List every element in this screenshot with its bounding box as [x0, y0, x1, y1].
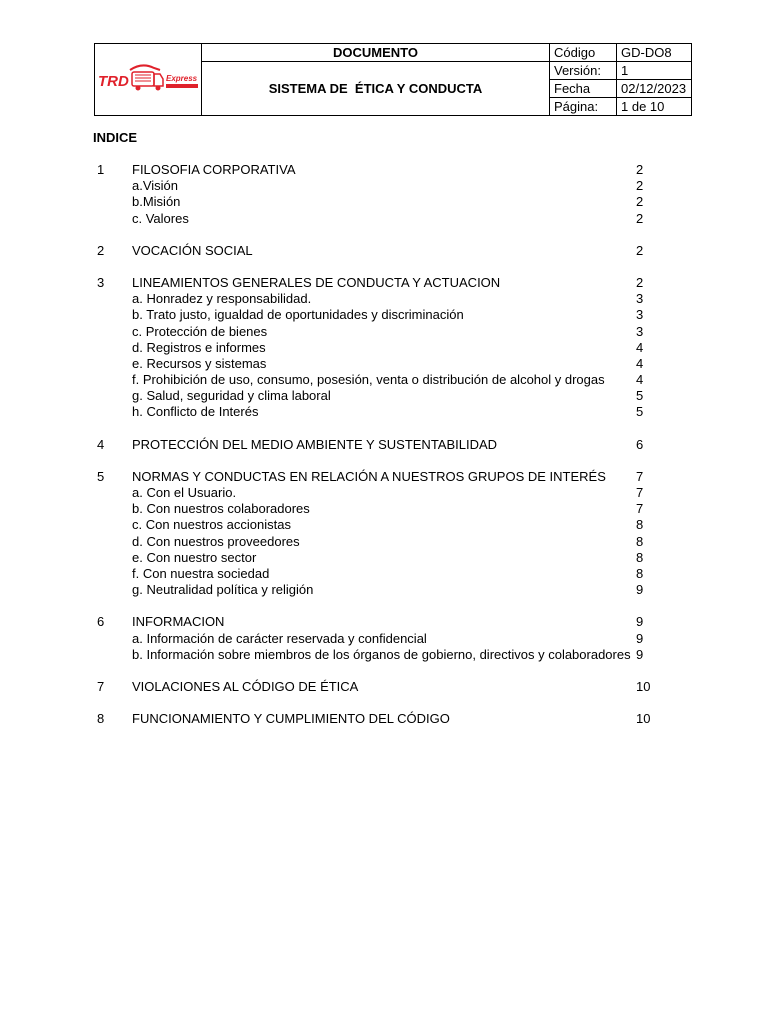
toc-section-heading — [0, 614, 768, 630]
toc-page-number: 9 — [636, 614, 644, 630]
toc-page-number: 8 — [636, 565, 644, 581]
toc-entry-title: f. Prohibición de uso, consumo, posesión, venta o distribución de alcohol y drogas — [132, 372, 605, 388]
toc-page-number: 3 — [636, 291, 644, 307]
logo-cell — [95, 44, 202, 116]
toc-section-heading — [0, 162, 768, 178]
meta-label-page: Página: — [550, 98, 617, 116]
toc-entry — [0, 211, 768, 227]
toc-entry — [0, 372, 768, 388]
toc-section-number: 7 — [97, 678, 105, 694]
toc-entry — [0, 534, 768, 550]
toc-page-number: 4 — [636, 339, 644, 355]
company-logo-icon — [96, 60, 200, 100]
toc-entry — [0, 340, 768, 356]
toc-page-number: 2 — [636, 162, 644, 177]
toc-section — [0, 711, 768, 727]
toc-entry-title: e. Con nuestro sector — [132, 549, 257, 565]
toc-entry — [0, 388, 768, 404]
meta-value-date: 02/12/2023 — [617, 80, 692, 98]
toc-section — [0, 162, 768, 227]
toc-page-number: 2 — [636, 178, 644, 194]
toc-page-number: 10 — [636, 711, 651, 727]
toc-section — [0, 614, 768, 663]
toc-entry-title: d. Con nuestros proveedores — [132, 533, 300, 549]
toc-entry — [0, 194, 768, 210]
toc-section-title: PROTECCIÓN DEL MEDIO AMBIENTE Y SUSTENTABILIDAD — [132, 436, 498, 452]
toc-entry-title: e. Recursos y sistemas — [132, 355, 267, 371]
meta-value-page: 1 de 10 — [617, 98, 692, 116]
toc-entry — [0, 582, 768, 598]
toc-section-title: FILOSOFIA CORPORATIVA — [132, 162, 296, 177]
toc-page-number: 7 — [636, 501, 644, 517]
toc-entry-title: b. Trato justo, igualdad de oportunidades y discriminación — [132, 307, 464, 323]
toc-page-number: 5 — [636, 388, 644, 404]
toc-section-heading — [0, 679, 768, 695]
toc-entry-title: c. Valores — [132, 210, 189, 226]
toc-page-number: 9 — [636, 646, 644, 662]
toc-page-number: 2 — [636, 274, 644, 290]
toc-entry — [0, 307, 768, 323]
toc-entry-title: h. Conflicto de Interés — [132, 404, 259, 420]
toc-page-number: 9 — [636, 582, 644, 598]
meta-value-code: GD-DO8 — [617, 44, 692, 62]
toc-entry-title: a. Información de carácter reservada y confidencial — [132, 630, 427, 646]
toc-page-number: 5 — [636, 404, 644, 420]
toc-page-number: 10 — [636, 678, 651, 694]
toc-entry — [0, 178, 768, 194]
toc-section — [0, 679, 768, 695]
toc-entry-title: a. Honradez y responsabilidad. — [132, 291, 312, 307]
toc-page-number: 3 — [636, 307, 644, 323]
toc-section-heading — [0, 437, 768, 453]
meta-label-date: Fecha — [550, 80, 617, 98]
toc-section-heading — [0, 275, 768, 291]
toc-entry-title: f. Con nuestra sociedad — [132, 565, 270, 581]
toc-entry — [0, 485, 768, 501]
toc-entry-title: b. Con nuestros colaboradores — [132, 501, 310, 517]
meta-label-version: Versión: — [550, 62, 617, 80]
toc-entry-title: c. Con nuestros accionistas — [132, 517, 291, 533]
toc-section-number: 2 — [97, 242, 105, 258]
toc-page-number: 2 — [636, 194, 644, 210]
toc-section-title: INFORMACION — [132, 614, 225, 630]
toc-section-title: VOCACIÓN SOCIAL — [132, 242, 253, 258]
toc-entry — [0, 291, 768, 307]
toc-entry-title: a. Con el Usuario. — [132, 485, 237, 500]
doc-type: DOCUMENTO — [202, 44, 550, 62]
toc-entry-title: b.Misión — [132, 194, 181, 210]
toc-section-number: 3 — [97, 274, 105, 290]
toc-section — [0, 437, 768, 453]
document-title: SISTEMA DE ÉTICA Y CONDUCTA — [202, 62, 550, 116]
toc-section-number: 6 — [97, 614, 105, 630]
toc-section — [0, 469, 768, 599]
toc-entry — [0, 550, 768, 566]
toc-entry-title: g. Salud, seguridad y clima laboral — [132, 388, 331, 404]
toc-section-number: 1 — [97, 162, 105, 177]
toc-page-number: 2 — [636, 210, 644, 226]
toc-section-title: FUNCIONAMIENTO Y CUMPLIMIENTO DEL CÓDIGO — [132, 711, 450, 727]
toc-entry-title: d. Registros e informes — [132, 339, 266, 355]
meta-label-code: Código — [550, 44, 617, 62]
toc-section-title: VIOLACIONES AL CÓDIGO DE ÉTICA — [132, 678, 359, 694]
toc-entry-title: g. Neutralidad política y religión — [132, 582, 314, 598]
toc-page-number: 8 — [636, 549, 644, 565]
toc-entry — [0, 404, 768, 420]
toc-entry-title: a.Visión — [132, 178, 179, 194]
toc-entry — [0, 631, 768, 647]
toc-entry — [0, 324, 768, 340]
toc-page-number: 7 — [636, 468, 644, 484]
toc-section-heading — [0, 469, 768, 485]
toc-section-number: 5 — [97, 468, 105, 484]
toc-entry-title: c. Protección de bienes — [132, 323, 268, 339]
toc-section-title: NORMAS Y CONDUCTAS EN RELACIÓN A NUESTROS GRUPOS DE INTERÉS — [132, 468, 606, 484]
toc-page-number: 4 — [636, 372, 644, 388]
toc-page-number: 8 — [636, 517, 644, 533]
toc-section-heading — [0, 711, 768, 727]
toc-page-number: 8 — [636, 533, 644, 549]
svg-text:Express: Express — [166, 73, 198, 83]
table-of-contents — [0, 162, 768, 743]
toc-section-number: 8 — [97, 711, 105, 727]
toc-page-number: 3 — [636, 323, 644, 339]
toc-entry — [0, 566, 768, 582]
meta-value-version: 1 — [617, 62, 692, 80]
toc-page-number: 4 — [636, 355, 644, 371]
toc-page-number: 2 — [636, 242, 644, 258]
document-header — [94, 43, 692, 116]
toc-entry — [0, 647, 768, 663]
toc-section-number: 4 — [97, 436, 105, 452]
toc-entry-title: b. Información sobre miembros de los órganos de gobierno, directivos y colaboradores — [132, 646, 631, 662]
toc-page-number: 9 — [636, 630, 644, 646]
svg-text:TRD: TRD — [98, 72, 129, 90]
index-title: INDICE — [93, 130, 138, 145]
toc-entry — [0, 356, 768, 372]
toc-section — [0, 243, 768, 259]
toc-entry — [0, 501, 768, 517]
toc-section-title: LINEAMIENTOS GENERALES DE CONDUCTA Y ACTUACION — [132, 274, 501, 290]
toc-page-number: 7 — [636, 485, 644, 500]
toc-entry — [0, 517, 768, 533]
toc-section-heading — [0, 243, 768, 259]
toc-section — [0, 275, 768, 421]
toc-page-number: 6 — [636, 436, 644, 452]
